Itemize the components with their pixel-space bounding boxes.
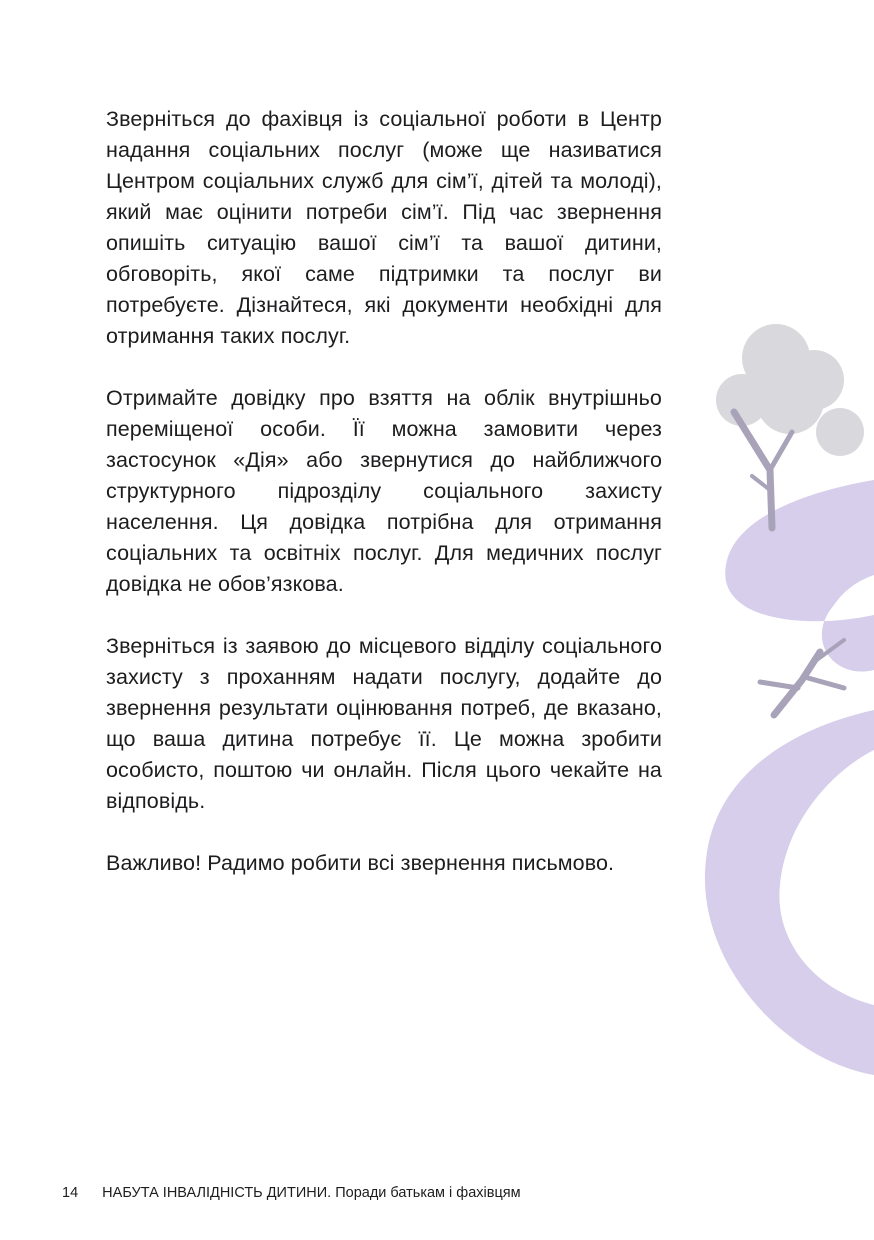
winding-path-shape: [705, 480, 874, 1075]
tree-path-illustration: [694, 300, 874, 1090]
footer-title: НАБУТА ІНВАЛІДНІСТЬ ДИТИНИ.: [102, 1185, 332, 1201]
page-number: 14: [62, 1185, 79, 1201]
paragraph-social-worker: Зверніться до фахівця із соціальної роботи в Центр надання соціальних послуг (може ще називатися Центром соціальних служб для сім’ї, дітей та молоді), який має оцінити потреби сім’ї. Під час звернення опишіть ситуацію вашої сім’ї та вашої дитини, обговоріть, якої саме підтримки та послуг ви потребуєте. Дізнайтеся, які документи необхідні для отримання таких послуг.: [106, 107, 662, 348]
paragraph-important-note: Важливо! Радимо робити всі звернення письмово.: [106, 851, 615, 875]
main-text: [106, 104, 662, 910]
paragraph-application: Зверніться із заявою до місцевого відділу соціального захисту з проханням надати послугу, додайте до звернення результати оцінювання потреб, де вказано, що ваша дитина потребує її. Це можна зробити особисто, поштою чи онлайн. Після цього чекайте на відповідь.: [106, 634, 662, 813]
page-footer: [62, 1184, 521, 1202]
small-bush: [760, 640, 844, 715]
paragraph-idp-certificate: Отримайте довідку про взяття на облік внутрішньо переміщеної особи. Її можна замовити через застосунок «Дія» або звернутися до найближчого структурного підрозділу соціального захисту населення. Ця довідка потрібна для отримання соціальних та освітніх послуг. Для медичних послуг довідка не обов’язкова.: [106, 386, 662, 596]
footer-subtitle: Поради батькам і фахівцям: [335, 1185, 521, 1201]
